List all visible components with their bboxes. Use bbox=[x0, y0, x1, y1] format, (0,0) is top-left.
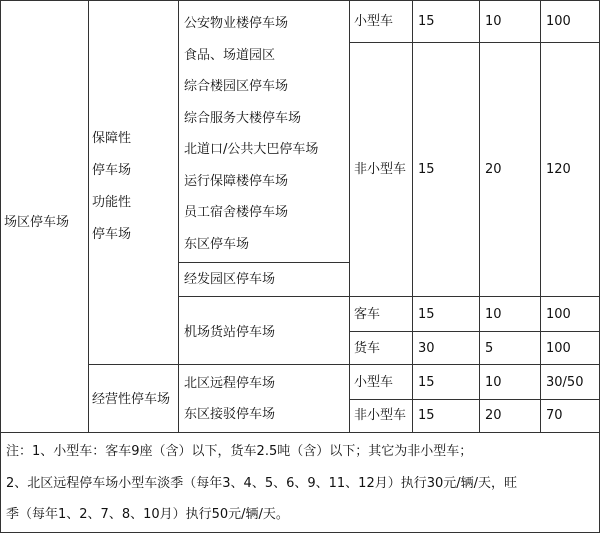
category-support bbox=[92, 123, 131, 251]
price-cell: 120 bbox=[546, 162, 571, 177]
lot-name: 北道口/公共大巴停车场 bbox=[184, 142, 319, 157]
vehicle-type: 小型车 bbox=[354, 14, 394, 29]
price-cell: 10 bbox=[485, 375, 502, 390]
lot-name: 经发园区停车场 bbox=[184, 272, 276, 287]
price-cell: 15 bbox=[418, 14, 435, 29]
lot-name: 食品、场道园区 bbox=[184, 47, 276, 63]
category-business: 经营性停车场 bbox=[92, 392, 171, 407]
vehicle-type: 非小型车 bbox=[354, 162, 407, 177]
lot-name: 综合服务大楼停车场 bbox=[184, 110, 302, 126]
lot-name: 运行保障楼停车场 bbox=[184, 173, 289, 189]
area-label: 场区停车场 bbox=[4, 215, 70, 230]
vehicle-type: 小型车 bbox=[354, 375, 394, 390]
price-cell: 30 bbox=[418, 341, 435, 356]
note-line: 2、北区远程停车场小型车淡季（每年3、4、5、6、9、11、12月）执行30元/辆/天，旺 bbox=[6, 476, 518, 491]
category-support-line: 功能性 bbox=[92, 195, 132, 210]
lot-name: 公安物业楼停车场 bbox=[184, 16, 289, 31]
support-lot-list bbox=[184, 8, 318, 260]
price-cell: 100 bbox=[546, 14, 571, 29]
price-cell: 15 bbox=[418, 162, 435, 177]
vehicle-type: 客车 bbox=[354, 307, 381, 322]
price-cell: 100 bbox=[546, 341, 571, 356]
price-cell: 15 bbox=[418, 408, 435, 423]
price-cell: 20 bbox=[485, 408, 502, 423]
price-cell: 15 bbox=[418, 375, 435, 390]
price-cell: 10 bbox=[485, 14, 502, 29]
vehicle-type: 非小型车 bbox=[354, 408, 407, 423]
lot-name: 东区停车场 bbox=[184, 236, 250, 252]
price-cell: 30/50 bbox=[546, 375, 584, 390]
price-cell: 20 bbox=[485, 162, 502, 177]
price-cell: 100 bbox=[546, 307, 571, 322]
lot-name: 机场货站停车场 bbox=[184, 325, 276, 340]
price-cell: 15 bbox=[418, 307, 435, 322]
lot-name: 员工宿舍楼停车场 bbox=[184, 205, 289, 220]
note-line: 注：1、小型车：客车9座（含）以下，货车2.5吨（含）以下；其它为非小型车； bbox=[6, 444, 473, 459]
note-line: 季（每年1、2、7、8、10月）执行50元/辆/天。 bbox=[6, 507, 289, 522]
lot-name: 东区接驳停车场 bbox=[184, 407, 276, 422]
category-support-line: 保障性 bbox=[92, 131, 132, 146]
category-support-line: 停车场 bbox=[92, 227, 132, 242]
category-support-line: 停车场 bbox=[92, 163, 132, 178]
price-cell: 10 bbox=[485, 307, 502, 322]
price-cell: 5 bbox=[485, 341, 494, 356]
price-cell: 70 bbox=[546, 408, 563, 423]
vehicle-type: 货车 bbox=[354, 341, 381, 356]
lot-name: 北区远程停车场 bbox=[184, 376, 276, 391]
lot-name: 综合楼园区停车场 bbox=[184, 79, 289, 94]
